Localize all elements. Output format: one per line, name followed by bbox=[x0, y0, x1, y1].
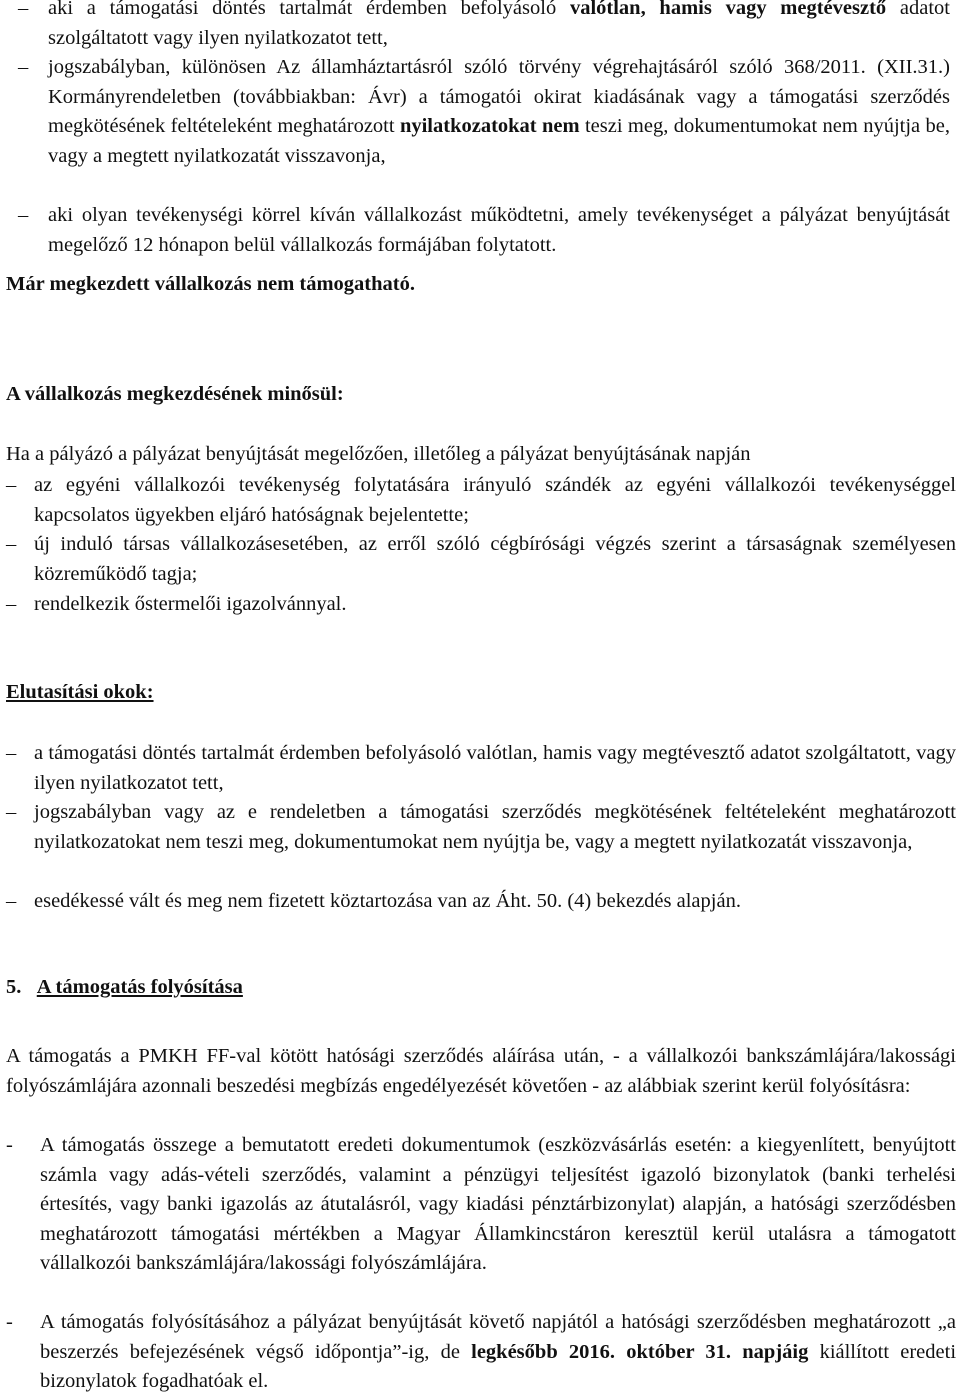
list-item-text: A támogatás összege a bemutatott eredeti dokumentumok (eszközvásárlás esetén: a kiegyenlített, benyújtott számla vagy adás-vételi szerződés, valamint a pénzügyi teljesítést igazoló bizonylatok (banki terhelési értesítés, vagy banki igazolás az átutalásról, vagy kiadási pénztárbizonylat) alapján, a hatósági szerződésben meghatározott támogatási mértékben a Magyar Államkincstáron keresztül kerül utalásra a támogatott vállalkozói bankszámlájára/lakossági folyószámlájára. bbox=[40, 1134, 956, 1274]
list-item bbox=[6, 798, 956, 857]
section5-heading bbox=[6, 973, 956, 1003]
list-item bbox=[6, 590, 956, 620]
list-item-text: jogszabályban, különösen Az államháztartásról szóló törvény végrehajtásáról szóló 368/2011. (XII.31.) Kormányrendeletben (továbbiakban: Ávr) a támogatói okirat kiadásának vagy a támogatási szerződés megkötésének feltételeként meghatározott bbox=[48, 56, 950, 137]
dash-marker: – bbox=[18, 0, 29, 19]
list-item-text: jogszabályban vagy az e rendeletben a támogatási szerződés megkötésének feltételeként meghatározott nyilatkozatokat nem teszi meg, dokumentumokat nem nyújtja be, vagy a megtett nyilatkozatát visszavonja, bbox=[34, 801, 956, 853]
list-item-text-end: kiállított eredeti bizonylatok fogadhatóak el. bbox=[40, 1340, 957, 1392]
dash-marker: – bbox=[18, 56, 29, 78]
list-item bbox=[6, 471, 956, 530]
list-item-text: aki olyan tevékenységi körrel kíván vállalkozást működtetni, amely tevékenységet a pályázat benyújtását megelőző 12 hónapon belül vállalkozás formájában folytatott. bbox=[48, 204, 950, 256]
section-heading-rejection: Elutasítási okok: bbox=[6, 681, 154, 703]
list-item bbox=[10, 0, 950, 53]
deadline-napjaig: napjáig bbox=[742, 1340, 809, 1363]
list-item bbox=[6, 1131, 956, 1279]
list-item-text: A támogatás folyósításához a pályázat benyújtását követő napjától a hatósági szerződésben meghatározott „a beszerzés befejezésének végső időpontja”-ig, de bbox=[40, 1311, 956, 1363]
list-item-text: esedékessé vált és meg nem fizetett köztartozása van az Áht. 50. (4) bekezdés alapján. bbox=[34, 890, 741, 912]
list-item bbox=[6, 1308, 956, 1397]
section5-intro: A támogatás a PMKH FF-val kötött hatósági szerződés aláírása után, - a vállalkozói bankszámlájára/lakossági folyószámlájára azonnali beszedési megbízás engedélyezését követően - az alábbiak szerint kerül folyósításra: bbox=[6, 1045, 956, 1097]
list-item-text: a támogatási döntés tartalmát érdemben befolyásoló valótlan, hamis vagy megtévesztő adatot szolgáltatott, vagy ilyen nyilatkozatot tett, bbox=[34, 742, 956, 794]
dash-marker: – bbox=[6, 474, 17, 496]
dash-marker: – bbox=[6, 890, 17, 912]
start-intro: Ha a pályázó a pályázat benyújtását megelőzően, illetőleg a pályázat benyújtásának napján bbox=[6, 443, 751, 465]
section-title: A támogatás folyósítása bbox=[36, 976, 243, 998]
dash-marker: – bbox=[6, 742, 17, 764]
list-item-text-end: adatot szolgáltatott vagy ilyen nyilatkozatot tett, bbox=[48, 0, 950, 49]
list-item-text: aki a támogatási döntés tartalmát érdemben befolyásoló bbox=[48, 0, 570, 19]
list-item bbox=[6, 739, 956, 798]
dash-marker: – bbox=[6, 533, 17, 555]
list-item-text-end: teszi meg, dokumentumokat nem nyújtja be, vagy a megtett nyilatkozatát visszavonja, bbox=[48, 115, 950, 167]
list-item-text: rendelkezik őstermelői igazolvánnyal. bbox=[34, 593, 347, 615]
deadline-date: legkésőbb 2016. október 31. bbox=[471, 1340, 732, 1363]
note-not-supported: Már megkezdett vállalkozás nem támogatható. bbox=[6, 273, 415, 295]
hyphen-marker: - bbox=[6, 1311, 13, 1333]
list-item-text: új induló társas vállalkozásesetében, az erről szóló cégbírósági végzés szerint a társaságnak személyesen közreműködő tagja; bbox=[34, 533, 956, 585]
list-item bbox=[6, 530, 956, 589]
section-number: 5. bbox=[6, 976, 22, 998]
list-item bbox=[10, 201, 950, 260]
list-item bbox=[6, 887, 956, 917]
dash-marker: – bbox=[6, 801, 17, 823]
dash-marker: – bbox=[6, 593, 17, 615]
hyphen-marker: - bbox=[6, 1134, 13, 1156]
list-item-text: az egyéni vállalkozói tevékenység folytatására irányuló szándék az egyéni vállalkozói tevékenységgel kapcsolatos ügyekben eljáró hatóságnak bejelentette; bbox=[34, 474, 956, 526]
bold-phrase: nyilatkozatokat nem bbox=[399, 115, 580, 137]
dash-marker: – bbox=[18, 204, 29, 226]
list-item bbox=[10, 53, 950, 171]
bold-phrase: valótlan, hamis vagy megtévesztő bbox=[569, 0, 887, 19]
section-heading-start: A vállalkozás megkezdésének minősül: bbox=[6, 383, 344, 405]
